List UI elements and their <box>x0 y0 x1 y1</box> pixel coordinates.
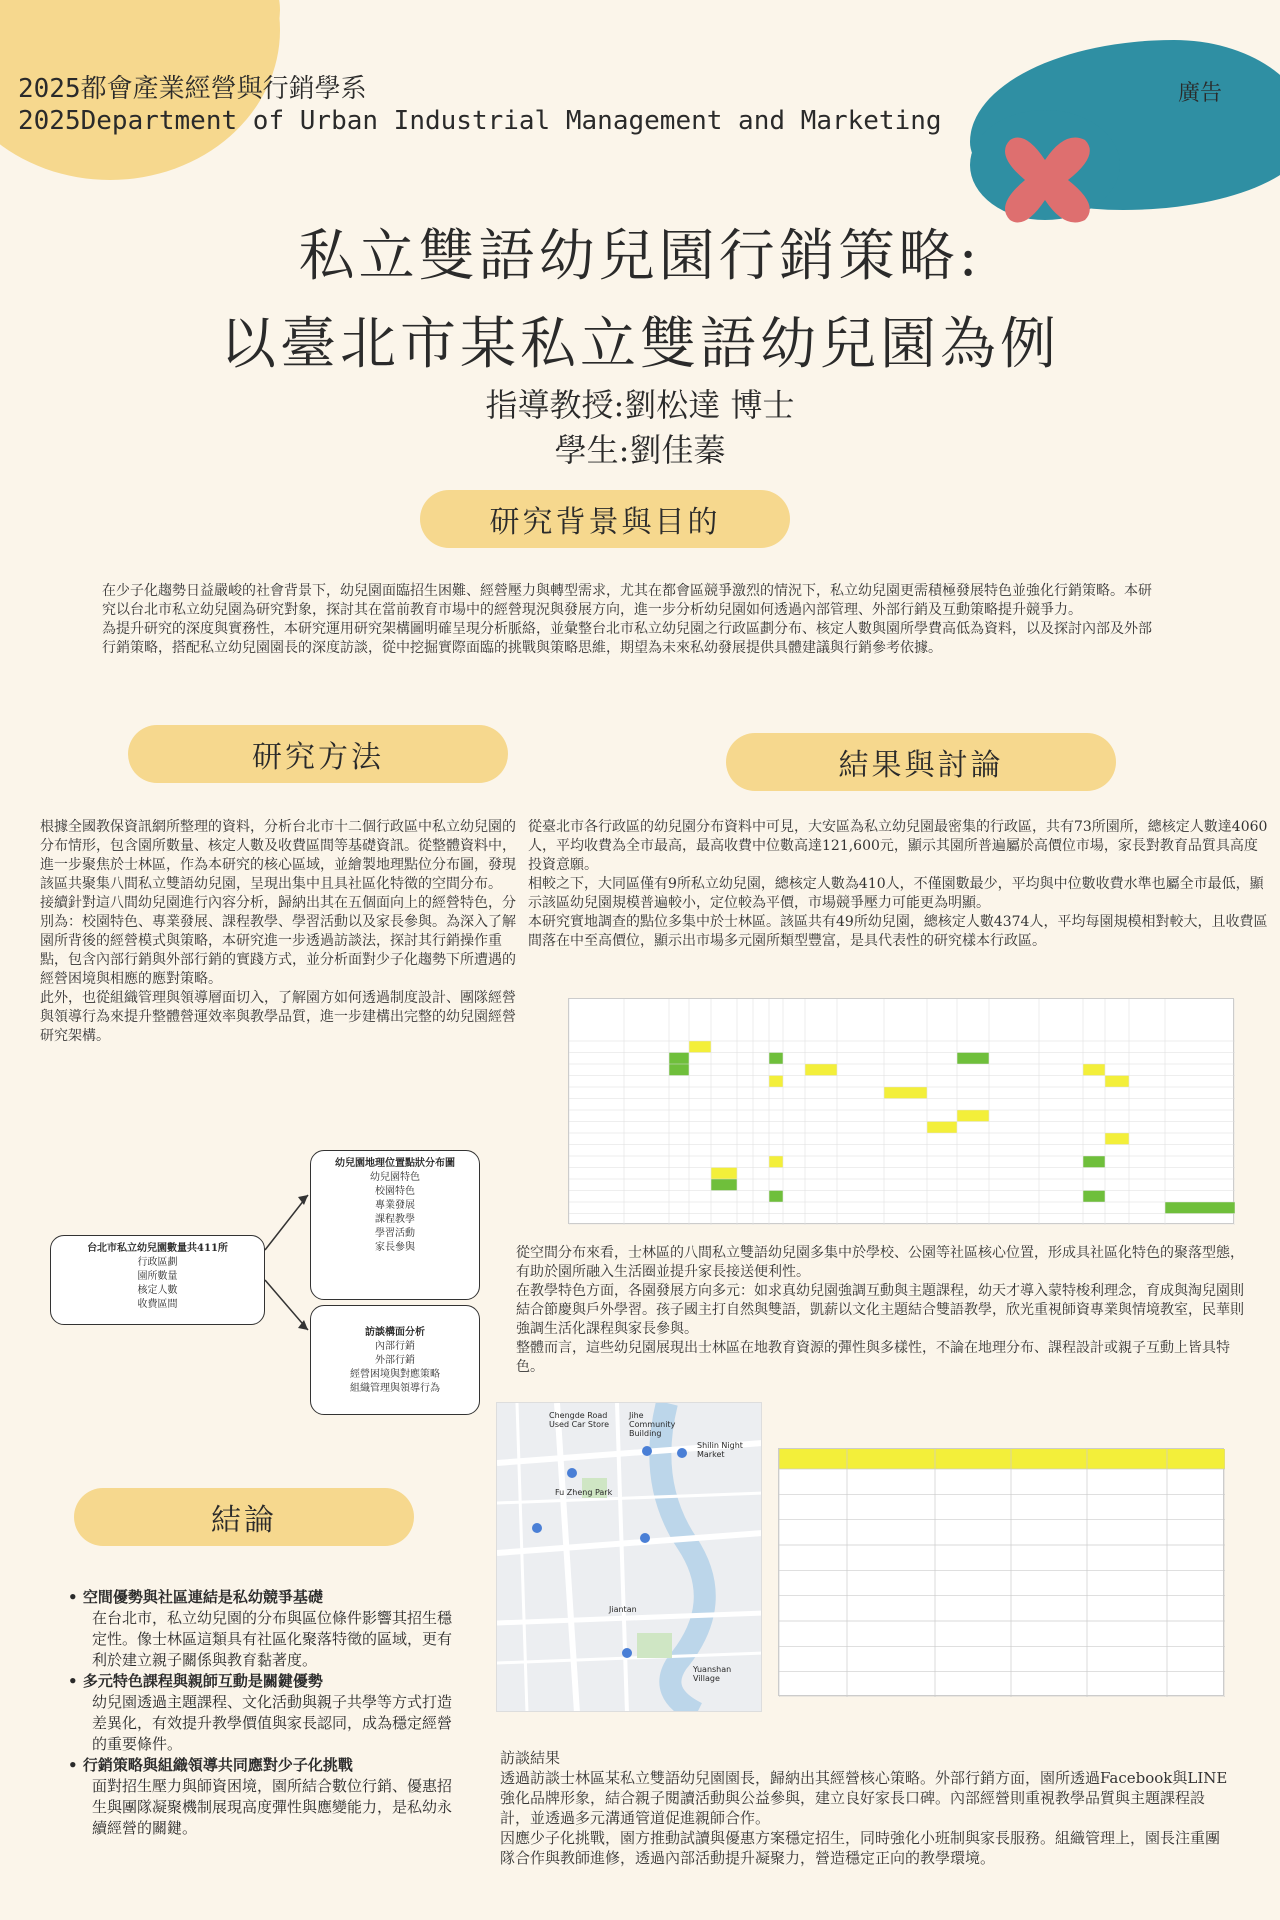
table-highlight-cell <box>805 1064 837 1076</box>
table-highlight-cell <box>1105 1133 1129 1145</box>
poster-title-line1: 私立雙語幼兒園行銷策略: <box>298 224 982 289</box>
poster-title-line2: 以臺北市某私立雙語幼兒園為例 <box>220 312 1060 377</box>
table-highlight-cell <box>884 1087 927 1099</box>
results-paragraph-4: 從空間分布來看，士林區的八間私立雙語幼兒園多集中於學校、公園等社區核心位置，形成具社區化特色的聚落型態，有助於園所融入生活圈並提升家長接送便利性。 <box>516 1245 1244 1280</box>
district-stats-table <box>568 998 1234 1224</box>
interview-paragraph-2: 因應少子化挑戰，園方推動試讀與優惠方案穩定招生，同時強化小班制與家長服務。組織管理上，園長注重團隊合作與教師進修，透過內部活動提升凝聚力，營造穩定正向的教學環境。 <box>500 1829 1221 1867</box>
table-highlight-cell <box>957 1053 989 1065</box>
table-highlight-cell <box>669 1064 689 1076</box>
framework-location-item: 校園特色 <box>375 1186 415 1197</box>
conclusion-item-body: 幼兒園透過主題課程、文化活動與親子共學等方式打造差異化，有效提升教學價值與家長認同，成為穩定經營的重要條件。 <box>92 1693 453 1753</box>
table-highlight-cell <box>957 1110 989 1122</box>
feature-table-grid <box>779 1449 1225 1697</box>
results-paragraph-5: 在教學特色方面，各園發展方向多元：如求真幼兒園強調互動與主題課程，幼天才導入蒙特梭利理念，育成與淘兒園則結合節慶與戶外學習。孩子國主打自然與雙語，凱薪以文化主題結合雙語教學，欣光重視師資專業與情境教室，民華則強調生活化課程與家長參與。 <box>516 1283 1244 1337</box>
map-label: Shilin Night Market <box>697 1441 743 1459</box>
table-highlight-cell <box>1083 1191 1105 1203</box>
background-text <box>102 582 1154 658</box>
conclusion-item-head: • 多元特色課程與親師互動是關鍵優勢 <box>68 1672 323 1690</box>
framework-overview-item: 收費區間 <box>137 1299 178 1310</box>
framework-box-location <box>310 1150 480 1300</box>
results-paragraph-2: 相較之下，大同區僅有9所私立幼兒園，總核定人數為410人，不僅園數最少，平均與中位數收費水準也屬全市最低，顯示該區幼兒園規模普遍較小，定位較為平價，市場競爭壓力可能更為明顯。 <box>528 876 1264 911</box>
dept-name-en: 2025Department of Urban Industrial Management and Marketing <box>18 106 942 136</box>
table-highlight-cell <box>769 1156 783 1168</box>
method-paragraph-1: 根據全國教保資訊網所整理的資料，分析台北市十二個行政區中私立幼兒園的分布情形，包含園所數量、核定人數及收費區間等基礎資訊。從整體資料中，進一步聚焦於士林區，作為本研究的核心區域，並繪製地理點位分布圖，發現該區共聚集八間私立雙語幼兒園，呈現出集中且具社區化特徵的空間分布。 <box>40 819 516 892</box>
table-highlight-cell <box>769 1076 783 1088</box>
method-paragraph-2: 接續針對這八間幼兒園進行內容分析，歸納出其在五個面向上的經營特色，分別為：校園特色、專業發展、課程教學、學習活動以及家長參與。為深入了解園所背後的經營模式與策略，本研究進一步透過訪談法，探討其行銷操作重點，包含內部行銷與外部行銷的實踐方式，並分析面對少子化趨勢下所遭遇的經營困境與相應的應對策略。 <box>40 895 516 987</box>
district-table-grid <box>569 999 1235 1225</box>
table-highlight-cell <box>1083 1156 1105 1168</box>
results-paragraph-3: 本研究實地調查的點位多集中於士林區。該區共有49所幼兒園，總核定人數4374人，平均每園規模相對較大，且收費區間落在中至高價位，顯示出市場多元園所類型豐富，是具代表性的研究樣本行政區。 <box>528 914 1268 949</box>
section-banner-conclusion: 結論 <box>74 1488 414 1546</box>
table-highlight-cell <box>769 1053 783 1065</box>
conclusion-item-head: • 空間優勢與社區連結是私幼競爭基礎 <box>68 1588 323 1606</box>
interview-results <box>500 1748 1230 1868</box>
interview-title: 訪談結果 <box>500 1749 561 1767</box>
table-highlight-cell <box>1083 1064 1105 1076</box>
table-highlight-cell <box>711 1179 737 1191</box>
dept-name-zh: 2025都會產業經營與行銷學系 <box>18 74 367 104</box>
framework-location-sub: 幼兒園特色 <box>370 1172 420 1183</box>
framework-overview-item: 行政區劃 <box>137 1257 178 1268</box>
table-highlight-cell <box>769 1191 783 1203</box>
advisor-name: 指導教授:劉松達 博士 <box>485 386 795 424</box>
map-label: Jihe Community Building <box>629 1411 676 1438</box>
table-highlight-cell <box>1165 1202 1235 1214</box>
category-tag: 廣告 <box>1178 81 1223 106</box>
method-paragraph-3: 此外，也從組織管理與領導層面切入，了解園方如何透過制度設計、團隊經營與領導行為來提升整體營運效率與教學品質，進一步建構出完整的幼兒園經營研究架構。 <box>40 990 516 1044</box>
interview-paragraph-1: 透過訪談士林區某私立雙語幼兒園園長，歸納出其經營核心策略。外部行銷方面，園所透過Facebook與LINE強化品牌形象，結合親子閱讀活動與公益參與，建立良好家長口碑。內部經營則重視教學品質與主題課程設計，並透過多元溝通管道促進親師合作。 <box>500 1769 1228 1827</box>
results-paragraph-1: 從臺北市各行政區的幼兒園分布資料中可見，大安區為私立幼兒園最密集的行政區，共有73所園所，總核定人數達4060人，平均收費為全市最高，最高收費中位數高達121,600元，顯示其園所普遍屬於高價位市場，家長對教育品質具高度投資意願。 <box>528 819 1268 873</box>
conclusion-item <box>68 1755 458 1839</box>
conclusion-item-body: 面對招生壓力與師資困境，園所結合數位行銷、優惠招生與團隊凝聚機制展現高度彈性與應變能力，是私幼永續經營的關鍵。 <box>92 1777 453 1837</box>
framework-interview-item: 內部行銷 <box>375 1341 415 1352</box>
conclusion-item-body: 在台北市，私立幼兒園的分布與區位條件影響其招生穩定性。像士林區這類具有社區化聚落特徵的區域，更有利於建立親子關係與教育黏著度。 <box>92 1609 453 1669</box>
map-label: Chengde Road Used Car Store <box>549 1411 610 1429</box>
table-highlight-cell <box>1105 1076 1129 1088</box>
framework-box-overview <box>50 1235 265 1325</box>
results-paragraph-6: 整體而言，這些幼兒園展現出士林區在地教育資源的彈性與多樣性，不論在地理分布、課程設計或親子互動上皆具特色。 <box>516 1340 1230 1375</box>
background-paragraph-2: 為提升研究的深度與實務性，本研究運用研究架構圖明確呈現分析脈絡，並彙整台北市私立幼兒園之行政區劃分布、核定人數與園所學費高低為資料，以及探討內部及外部行銷策略，搭配私立幼兒園園長的深度訪談，從中挖掘實際面臨的挑戰與策略思維，期望為未來私幼發展提供具體建議與行銷參考依據。 <box>102 621 1152 656</box>
framework-location-title: 幼兒園地理位置點狀分布圖 <box>335 1158 455 1169</box>
kindergarten-location-map <box>496 1402 762 1712</box>
conclusion-item-head: • 行銷策略與組織領導共同應對少子化挑戰 <box>68 1756 353 1774</box>
results-text-top <box>528 818 1270 951</box>
framework-overview-item: 核定人數 <box>137 1285 178 1296</box>
conclusion-item <box>68 1587 458 1671</box>
table-highlight-cell <box>711 1168 737 1180</box>
map-label: Fu Zheng Park <box>555 1488 613 1497</box>
section-banner-results: 結果與討論 <box>726 733 1116 791</box>
student-name: 學生:劉佳蓁 <box>554 431 726 469</box>
framework-interview-title: 訪談構面分析 <box>365 1327 425 1338</box>
framework-overview-title: 台北市私立幼兒園數量共411所 <box>87 1243 228 1254</box>
kindergarten-feature-table <box>778 1448 1224 1696</box>
conclusion-list <box>68 1587 458 1839</box>
method-text <box>40 818 516 1046</box>
conclusion-item <box>68 1671 458 1755</box>
map-label: Jiantan <box>609 1605 637 1614</box>
map-label: Yuanshan Village <box>693 1665 732 1683</box>
framework-location-item: 家長參與 <box>375 1242 415 1253</box>
framework-interview-item: 外部行銷 <box>375 1355 415 1366</box>
framework-box-interview <box>310 1305 480 1415</box>
table-highlight-cell <box>927 1122 957 1134</box>
framework-interview-item: 組織管理與領導行為 <box>350 1383 440 1394</box>
table-highlight-cell <box>669 1053 689 1065</box>
framework-location-item: 課程教學 <box>375 1214 415 1225</box>
background-paragraph-1: 在少子化趨勢日益嚴峻的社會背景下，幼兒園面臨招生困難、經營壓力與轉型需求，尤其在都會區競爭激烈的情況下，私立幼兒園更需積極發展特色並強化行銷策略。本研究以台北市私立幼兒園為研究對象，探討其在當前教育市場中的經營現況與發展方向，進一步分析幼兒園如何透過內部管理、外部行銷及互動策略提升競爭力。 <box>102 583 1152 618</box>
framework-location-item: 專業發展 <box>375 1200 415 1211</box>
table-header-fill <box>779 1449 1225 1469</box>
section-banner-background: 研究背景與目的 <box>420 490 790 548</box>
table-highlight-cell <box>689 1041 711 1053</box>
results-text-middle <box>516 1244 1246 1377</box>
section-banner-method: 研究方法 <box>128 725 508 783</box>
framework-overview-item: 園所數量 <box>137 1271 178 1282</box>
framework-interview-item: 經營困境與對應策略 <box>350 1369 440 1380</box>
framework-location-item: 學習活動 <box>375 1228 415 1239</box>
